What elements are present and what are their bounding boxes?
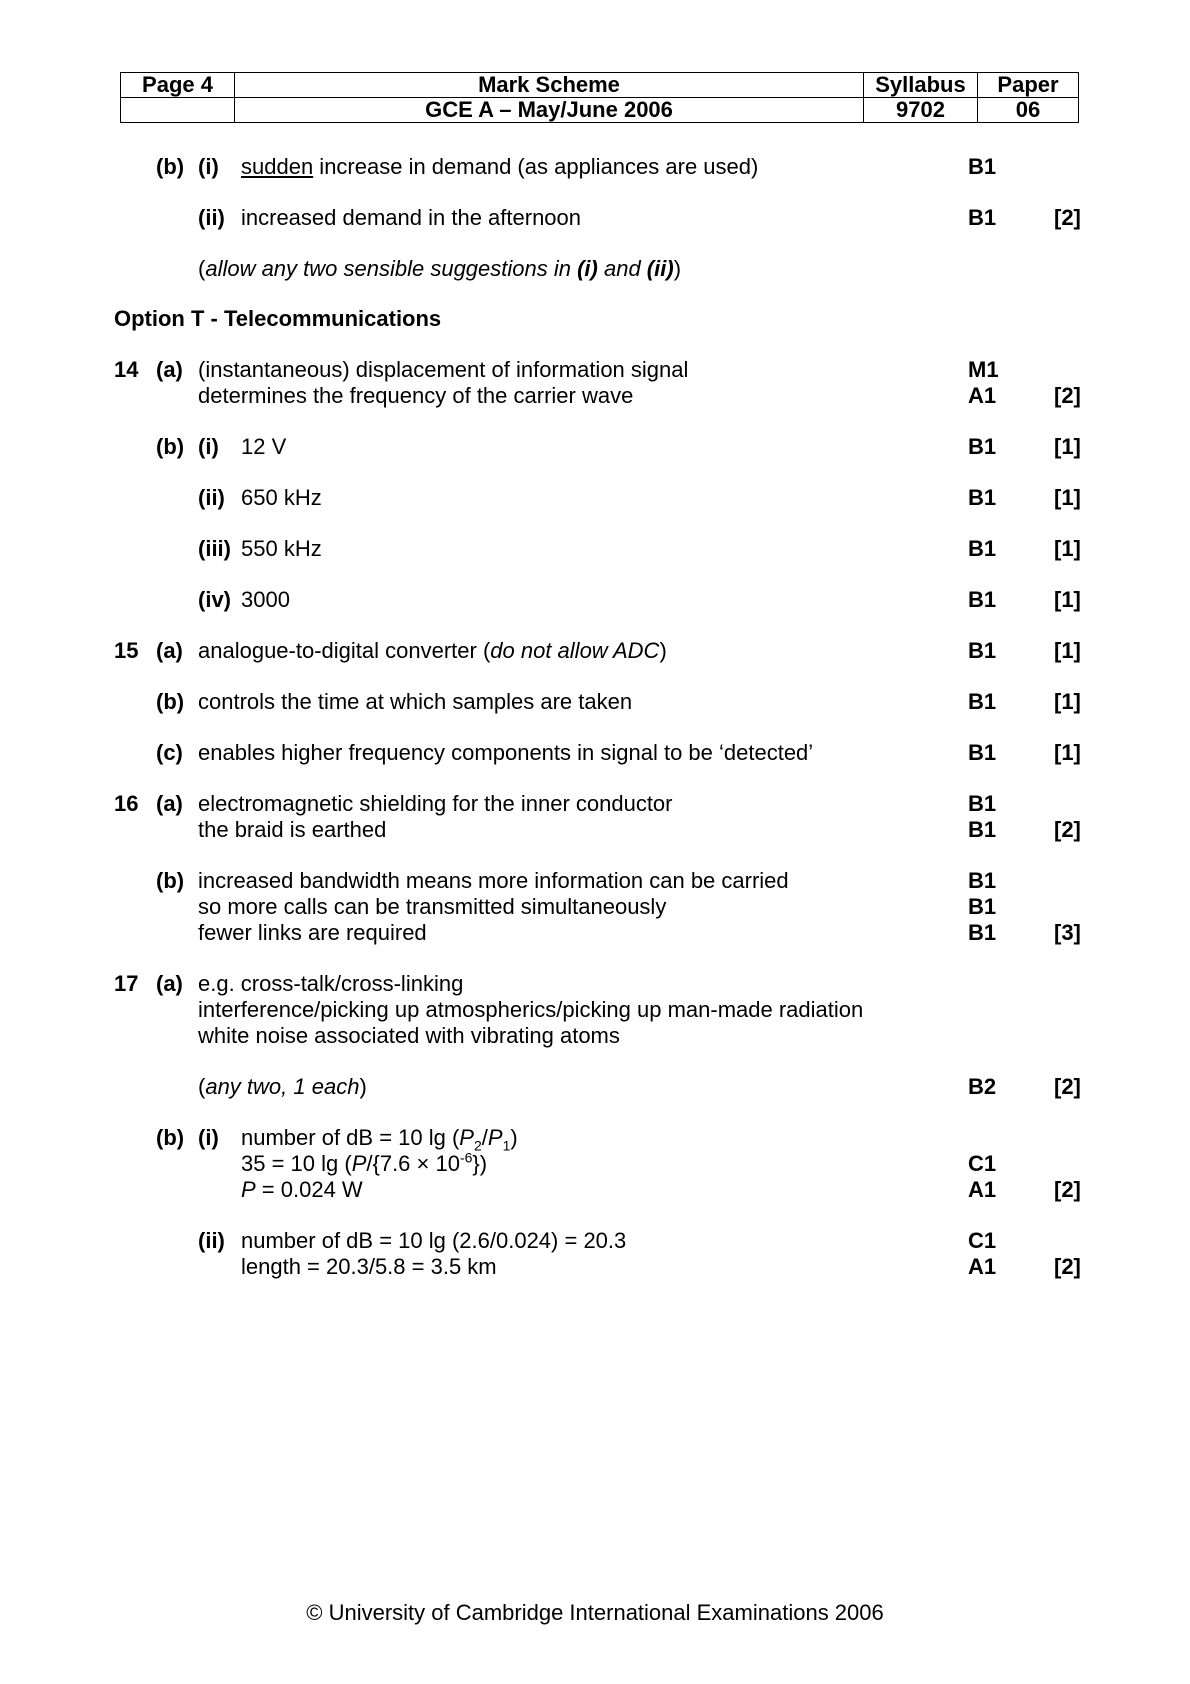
part-label: (a) bbox=[156, 971, 183, 996]
page-number: Page 4 bbox=[121, 73, 235, 98]
underlined-word: sudden bbox=[241, 154, 314, 179]
part-label: (b) bbox=[156, 154, 185, 179]
mark: A1 bbox=[968, 383, 997, 408]
marking-note: (any two, 1 each) bbox=[198, 1074, 367, 1099]
equation: length = 20.3/5.8 = 3.5 km bbox=[241, 1254, 497, 1279]
total-mark: [2] bbox=[1054, 1254, 1081, 1279]
equation: 35 = 10 $\lg (P/\{7.6 \times 10^{-6}\})$ bbox=[241, 1149, 488, 1176]
total-mark: [3] bbox=[1054, 920, 1081, 945]
subpart-label: (ii) bbox=[198, 1228, 225, 1253]
mark: B1 bbox=[968, 205, 997, 230]
answer-text: enables higher frequency components in signal to be ‘detected’ bbox=[198, 740, 814, 765]
subpart-label: (iv) bbox=[198, 587, 231, 612]
part-label: (a) bbox=[156, 791, 183, 816]
part-label: (a) bbox=[156, 357, 183, 382]
exam-subtitle: GCE A – May/June 2006 bbox=[235, 98, 864, 123]
answer-text: fewer links are required bbox=[198, 920, 427, 945]
question-number: 16 bbox=[114, 791, 139, 816]
mark: B1 bbox=[968, 434, 997, 459]
part-label: (b) bbox=[156, 689, 185, 714]
paper-number: 06 bbox=[978, 98, 1079, 123]
syllabus-label: Syllabus bbox=[864, 73, 978, 98]
part-label: (c) bbox=[156, 740, 183, 765]
syllabus-code: 9702 bbox=[864, 98, 978, 123]
marking-note: (allow any two sensible suggestions in (i) and (ii)) bbox=[198, 256, 682, 281]
total-mark: [2] bbox=[1054, 383, 1081, 408]
subpart-label: (ii) bbox=[198, 205, 225, 230]
mark: A1 bbox=[968, 1177, 997, 1202]
equation: number of dB = 10 lg (2.6/0.024) = 20.3 bbox=[241, 1228, 627, 1253]
copyright-footer: © University of Cambridge International Examinations 2006 bbox=[306, 1600, 884, 1625]
answer-text: electromagnetic shielding for the inner conductor bbox=[198, 791, 673, 816]
answer-text: interference/picking up atmospherics/picking up man-made radiation bbox=[198, 997, 864, 1022]
answer-text: 550 kHz bbox=[241, 536, 322, 561]
mark: B1 bbox=[968, 920, 997, 945]
subpart-label: (i) bbox=[198, 434, 219, 459]
answer-text-rest: increase in demand (as appliances are used) bbox=[313, 154, 759, 179]
equation: number of dB = 10 $\lg (P_2/P_1)$ bbox=[241, 1125, 518, 1154]
answer-text: increased bandwidth means more information can be carried bbox=[198, 868, 789, 893]
total-mark: [2] bbox=[1054, 205, 1081, 230]
answer-text: 650 kHz bbox=[241, 485, 322, 510]
part-label: (a) bbox=[156, 638, 183, 663]
answer-text: the braid is earthed bbox=[198, 817, 387, 842]
mark: B2 bbox=[968, 1074, 997, 1099]
total-mark: [1] bbox=[1054, 689, 1081, 714]
mark: B1 bbox=[968, 817, 997, 842]
answer-text: white noise associated with vibrating atoms bbox=[198, 1023, 620, 1048]
subpart-label: (i) bbox=[198, 1125, 219, 1150]
question-number: 14 bbox=[114, 357, 139, 382]
mark: M1 bbox=[968, 357, 999, 382]
total-mark: [1] bbox=[1054, 536, 1081, 561]
total-mark: [1] bbox=[1054, 485, 1081, 510]
mark: B1 bbox=[968, 536, 997, 561]
subpart-label: (iii) bbox=[198, 536, 231, 561]
part-label: (b) bbox=[156, 868, 185, 893]
mark: B1 bbox=[968, 638, 997, 663]
answer-text: determines the frequency of the carrier wave bbox=[198, 383, 634, 408]
answer-text: analogue-to-digital converter (do not allow ADC) bbox=[198, 638, 667, 663]
option-heading: Option T - Telecommunications bbox=[114, 306, 442, 331]
total-mark: [1] bbox=[1054, 638, 1081, 663]
total-mark: [1] bbox=[1054, 740, 1081, 765]
part-label: (b) bbox=[156, 434, 185, 459]
document-title: Mark Scheme bbox=[235, 73, 864, 98]
mark: C1 bbox=[968, 1228, 997, 1253]
header-table bbox=[120, 72, 1079, 123]
mark: B1 bbox=[968, 154, 997, 179]
mark: B1 bbox=[968, 740, 997, 765]
subpart-label: (ii) bbox=[198, 485, 225, 510]
answer-text: so more calls can be transmitted simultaneously bbox=[198, 894, 667, 919]
mark: B1 bbox=[968, 894, 997, 919]
header-blank-cell bbox=[121, 98, 235, 123]
answer-text: controls the time at which samples are taken bbox=[198, 689, 633, 714]
mark: A1 bbox=[968, 1254, 997, 1279]
total-mark: [1] bbox=[1054, 434, 1081, 459]
mark: B1 bbox=[968, 485, 997, 510]
answer-text: 3000 bbox=[241, 587, 290, 612]
subpart-label: (i) bbox=[198, 154, 219, 179]
mark: B1 bbox=[968, 689, 997, 714]
mark: C1 bbox=[968, 1151, 997, 1176]
mark: B1 bbox=[968, 791, 997, 816]
mark: B1 bbox=[968, 868, 997, 893]
answer-text: 12 V bbox=[241, 434, 287, 459]
total-mark: [1] bbox=[1054, 587, 1081, 612]
total-mark: [2] bbox=[1054, 1074, 1081, 1099]
total-mark: [2] bbox=[1054, 817, 1081, 842]
answer-text: (instantaneous) displacement of information signal bbox=[198, 357, 689, 382]
part-label: (b) bbox=[156, 1125, 185, 1150]
answer-text: increased demand in the afternoon bbox=[241, 205, 582, 230]
question-number: 15 bbox=[114, 638, 139, 663]
equation: P = 0.024 W bbox=[241, 1177, 363, 1202]
paper-label: Paper bbox=[978, 73, 1079, 98]
question-number: 17 bbox=[114, 971, 139, 996]
answer-text: e.g. cross-talk/cross-linking bbox=[198, 971, 464, 996]
mark: B1 bbox=[968, 587, 997, 612]
total-mark: [2] bbox=[1054, 1177, 1081, 1202]
answer-text bbox=[241, 154, 758, 180]
